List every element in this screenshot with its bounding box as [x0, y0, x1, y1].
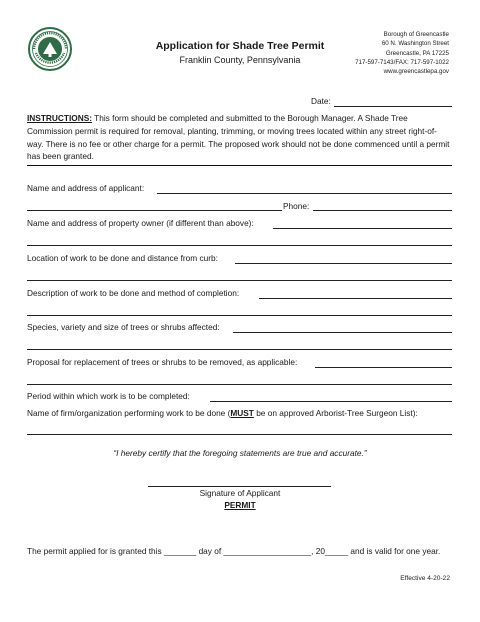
- certification-statement: “I hereby certify that the foregoing statements are true and accurate.”: [113, 448, 367, 458]
- firm-label-post: be on approved Arborist-Tree Surgeon List):: [253, 408, 418, 418]
- instructions-label: INSTRUCTIONS:: [27, 113, 92, 123]
- applicant-label: Name and address of applicant:: [27, 183, 145, 193]
- location-field[interactable]: [235, 263, 452, 264]
- phone-field[interactable]: [313, 210, 452, 211]
- website-link[interactable]: www.greencastlepa.gov: [383, 68, 449, 76]
- proposal-label: Proposal for replacement of trees or shrubs to be removed, as applicable:: [27, 357, 298, 367]
- period-field[interactable]: [210, 401, 452, 402]
- address-line: 60 N. Washington Street: [381, 40, 449, 48]
- address-line: Borough of Greencastle: [383, 31, 449, 38]
- date-label: Date:: [311, 96, 331, 106]
- period-label: Period within which work is to be completed:: [27, 391, 190, 401]
- form-subtitle: Franklin County, Pennsylvania: [179, 55, 301, 65]
- applicant-field-line2[interactable]: [27, 210, 282, 211]
- location-field-line2[interactable]: [27, 280, 452, 281]
- firm-field[interactable]: [27, 434, 452, 435]
- description-label: Description of work to be done and method of completion:: [27, 288, 240, 298]
- date-field[interactable]: [334, 106, 452, 107]
- species-label: Species, variety and size of trees or shrubs affected:: [27, 322, 220, 332]
- borough-address: [355, 30, 449, 76]
- firm-label: [27, 408, 418, 418]
- owner-field[interactable]: [273, 228, 452, 229]
- signature-label: Signature of Applicant: [199, 488, 281, 498]
- firm-label-pre: Name of firm/organization performing work to be done (: [27, 408, 231, 418]
- species-field[interactable]: [233, 332, 452, 333]
- owner-field-line2[interactable]: [27, 245, 452, 246]
- firm-label-must: MUST: [230, 408, 254, 418]
- instructions: [27, 112, 453, 163]
- location-label: Location of work to be done and distance from curb:: [27, 253, 218, 263]
- description-field[interactable]: [259, 298, 452, 299]
- form-title: Application for Shade Tree Permit: [155, 40, 325, 52]
- owner-label: Name and address of property owner (if different than above):: [27, 218, 254, 228]
- phone-label: Phone:: [283, 201, 310, 211]
- address-line: 717-597-7143/FAX: 717-597-1022: [355, 58, 449, 66]
- address-line: Greencastle, PA 17225: [385, 49, 449, 57]
- applicant-field[interactable]: [157, 193, 452, 194]
- signature-field[interactable]: [148, 486, 331, 487]
- section-divider: [27, 165, 452, 166]
- proposal-field[interactable]: [315, 367, 452, 368]
- effective-date: Effective 4-20-22: [400, 575, 450, 582]
- proposal-field-line2[interactable]: [27, 384, 452, 385]
- description-field-line2[interactable]: [27, 315, 452, 316]
- permit-grant-text: The permit applied for is granted this _______ day of ___________________, 20_____ and is valid for one year.: [27, 546, 441, 556]
- permit-heading: PERMIT: [224, 500, 256, 510]
- instructions-text: This form should be completed and submitted to the Borough Manager. A Shade Tree Commission permit is required for removal, planting, trimming, or moving trees located within any street right-of-way. There is no fee or other charge for a permit. The proposed work should not be done commenced until a permit has been granted.: [27, 113, 450, 162]
- species-field-line2[interactable]: [27, 349, 452, 350]
